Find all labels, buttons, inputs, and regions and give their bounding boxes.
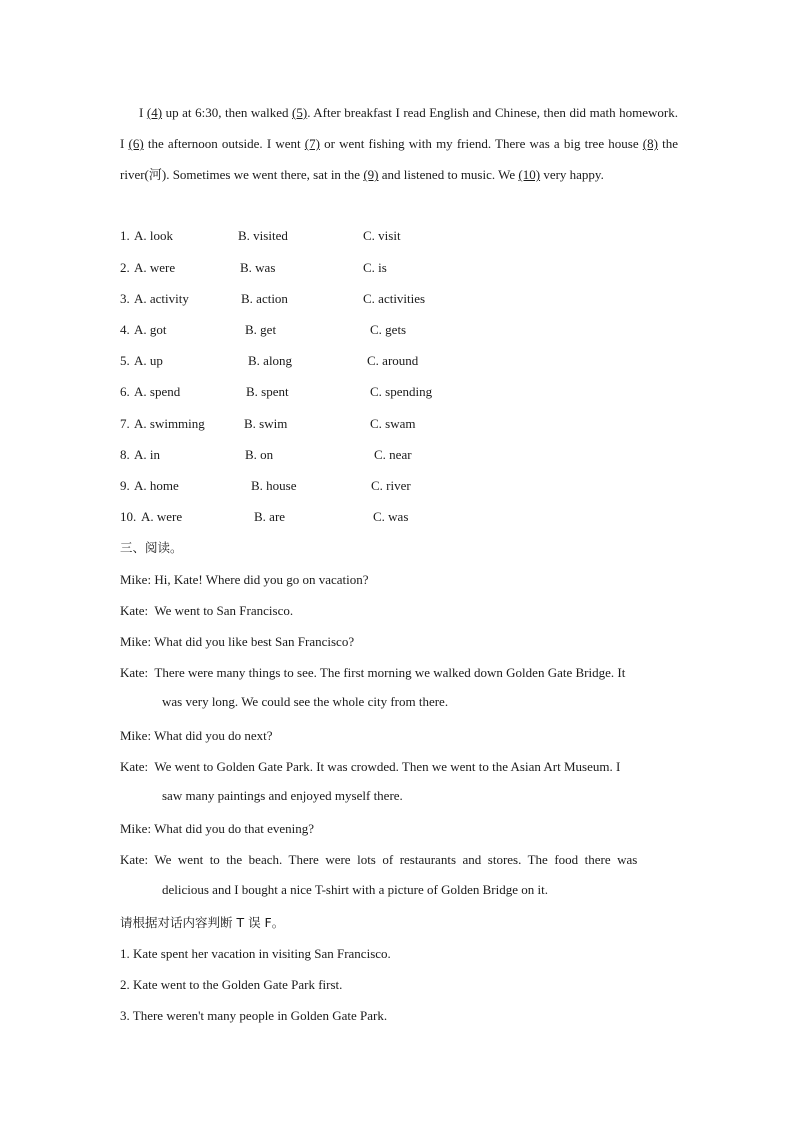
blank-8: (8): [642, 136, 658, 152]
option-c: C. river: [371, 478, 411, 493]
dialogue-line: We went to the beach. There were lots of restaurants and stores. The food there was: [154, 852, 638, 867]
question-number: 6.: [120, 384, 130, 399]
dialogue-turn: [120, 632, 354, 652]
option-c: C. around: [367, 353, 419, 368]
section-heading: 三、阅读。: [120, 540, 183, 555]
option-b: B. was: [240, 260, 276, 275]
option-a: A. up: [134, 353, 163, 368]
option-c: C. visit: [363, 228, 401, 243]
passage-text: the afternoon outside. I went: [143, 136, 305, 152]
question-number: 3.: [120, 291, 130, 306]
dialogue-turn: [120, 819, 314, 839]
question-number: 7.: [120, 416, 130, 431]
dialogue-line: We went to San Francisco.: [154, 603, 294, 618]
tf-statement: 1. Kate spent her vacation in visiting San Francisco.: [120, 946, 391, 961]
option-a: A. got: [134, 322, 167, 337]
option-c: C. activities: [363, 291, 426, 306]
blank-7: (7): [304, 136, 320, 152]
dialogue-continuation: delicious and I bought a nice T-shirt with a picture of Golden Bridge on it.: [162, 882, 548, 897]
passage-text: I: [139, 105, 147, 120]
option-a: A. were: [141, 509, 183, 524]
question-number: 8.: [120, 447, 130, 462]
dialogue-line: We went to Golden Gate Park. It was crowded. Then we went to the Asian Art Museum. I: [154, 759, 621, 774]
option-c: C. spending: [370, 384, 433, 399]
blank-4: (4): [146, 105, 163, 120]
question-number: 2.: [120, 260, 130, 275]
tf-instruction: 请根据对话内容判断 T 误 F。: [120, 915, 285, 930]
dialogue-turn: [120, 850, 637, 870]
option-b: B. house: [251, 478, 297, 493]
speaker-label: Mike:: [120, 572, 152, 587]
option-b: B. are: [254, 509, 286, 524]
passage-text: and listened to music. We: [378, 167, 519, 183]
blank-5: (5): [292, 105, 308, 120]
speaker-label: Mike:: [120, 728, 152, 743]
blank-6: (6): [128, 136, 144, 152]
dialogue-continuation: saw many paintings and enjoyed myself there.: [162, 788, 403, 803]
speaker-label: Mike:: [120, 634, 152, 649]
dialogue-line: What did you do that evening?: [154, 821, 315, 836]
dialogue-turn: [120, 757, 620, 777]
speaker-label: Kate:: [120, 759, 149, 774]
dialogue-turn: [120, 601, 293, 621]
speaker-label: Kate:: [120, 852, 149, 867]
option-b: B. action: [241, 291, 288, 306]
blank-10: (10): [518, 167, 541, 183]
option-a: A. swimming: [134, 416, 205, 431]
option-b: B. visited: [238, 228, 288, 243]
question-number: 5.: [120, 353, 130, 368]
dialogue-turn: [120, 663, 680, 683]
option-a: A. look: [134, 228, 173, 243]
dialogue-line: What did you like best San Francisco?: [154, 634, 355, 649]
option-b: B. along: [248, 353, 293, 368]
passage-text: up at 6:30, then walked: [162, 105, 293, 120]
option-a: A. were: [134, 260, 176, 275]
dialogue-turn: [120, 570, 369, 590]
question-number: 1.: [120, 228, 130, 243]
passage-text: . After breakfast I read English and Chinese, then did math homework. I: [120, 105, 678, 152]
option-c: C. is: [363, 260, 387, 275]
passage-text: the river(河). Sometimes we went there, sat in the: [120, 136, 678, 183]
option-c: C. gets: [370, 322, 407, 337]
question-number: 10.: [120, 509, 137, 524]
speaker-label: Kate:: [120, 603, 149, 618]
option-b: B. get: [245, 322, 277, 337]
question-number: 9.: [120, 478, 130, 493]
blank-9: (9): [363, 167, 379, 183]
dialogue-line: Hi, Kate! Where did you go on vacation?: [154, 572, 369, 587]
speaker-label: Mike:: [120, 821, 152, 836]
option-b: B. swim: [244, 416, 288, 431]
dialogue-line: There were many things to see. The first morning we walked down Golden Gate Bridge. It: [154, 665, 626, 680]
option-b: B. on: [245, 447, 274, 462]
tf-statement: 3. There weren't many people in Golden Gate Park.: [120, 1008, 388, 1023]
option-c: C. was: [373, 509, 409, 524]
option-a: A. home: [134, 478, 179, 493]
option-c: C. swam: [370, 416, 416, 431]
question-number: 4.: [120, 322, 130, 337]
passage-text: or went fishing with my friend. There was a big tree house: [319, 136, 643, 152]
dialogue-continuation: was very long. We could see the whole city from there.: [162, 694, 449, 709]
option-a: A. in: [134, 447, 160, 462]
dialogue-turn: [120, 726, 273, 746]
tf-statement: 2. Kate went to the Golden Gate Park first.: [120, 977, 343, 992]
dialogue-line: What did you do next?: [154, 728, 273, 743]
option-b: B. spent: [246, 384, 289, 399]
option-a: A. spend: [134, 384, 181, 399]
speaker-label: Kate:: [120, 665, 149, 680]
cloze-passage: [120, 97, 678, 191]
option-a: A. activity: [134, 291, 189, 306]
passage-text: very happy.: [540, 167, 604, 183]
option-c: C. near: [374, 447, 412, 462]
